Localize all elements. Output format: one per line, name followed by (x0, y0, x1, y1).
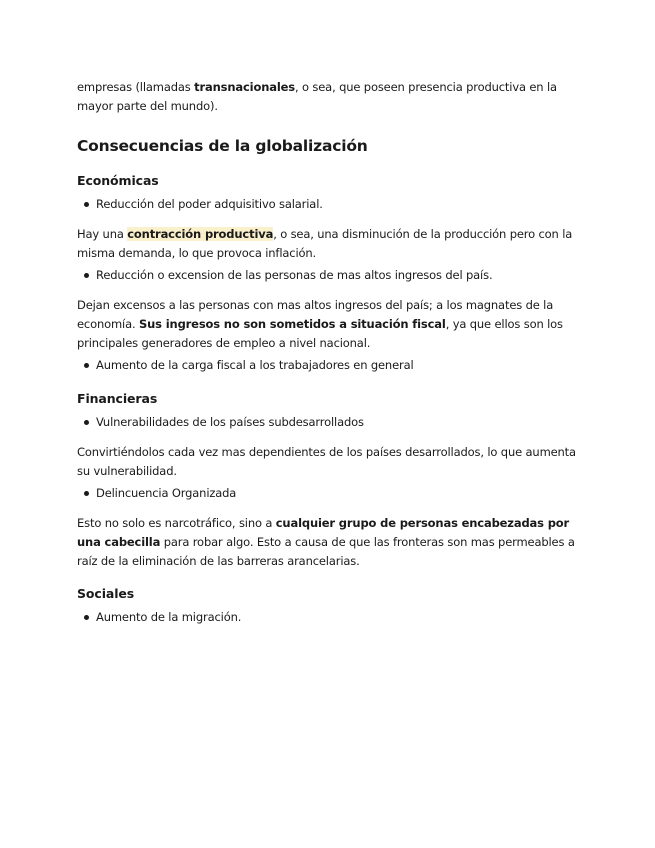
subheading-sociales: Sociales (77, 586, 135, 601)
paragraph-convirtiendolos: Convirtiéndolos cada vez mas dependientes de los países desarrollados, lo que aumenta su vulnerabilidad. (77, 445, 576, 478)
section-heading: Consecuencias de la globalización (77, 137, 368, 155)
paragraph-text: Dejan excensos a las personas con mas altos ingresos del país; a los magnates de la economía. (77, 298, 554, 331)
paragraph-narcotrafico (77, 514, 582, 571)
list-item-text: Reducción o excension de las personas de mas altos ingresos del país. (96, 268, 493, 282)
list-item-text: Vulnerabilidades de los países subdesarrollados (96, 415, 364, 429)
economicas-list-1 (77, 195, 582, 214)
list-item (77, 266, 582, 285)
paragraph-text: para robar algo. Esto a causa de que las fronteras son mas permeables a raíz de la eliminación de las barreras arancelarias. (77, 535, 575, 568)
highlighted-text: contracción productiva (127, 227, 274, 241)
bullet-icon (84, 273, 89, 278)
bullet-icon (84, 202, 89, 207)
financieras-list-1 (77, 413, 582, 432)
subheading-financieras: Financieras (77, 391, 158, 406)
list-item-text: Delincuencia Organizada (96, 486, 237, 500)
bullet-icon (84, 615, 89, 620)
subheading-economicas: Económicas (77, 173, 159, 188)
bullet-icon (84, 491, 89, 496)
paragraph-text: , o sea, una disminución de la producción pero con la misma demanda, lo que provoca inflación. (77, 227, 573, 260)
sociales-list-1 (77, 608, 582, 627)
intro-paragraph (77, 78, 582, 116)
list-item (77, 195, 582, 214)
list-item (77, 608, 582, 627)
intro-text-2: , o sea, que poseen presencia productiva en la mayor parte del mundo). (77, 80, 557, 113)
economicas-list-3 (77, 356, 582, 375)
paragraph-excensos (77, 296, 582, 353)
bold-text: cualquier grupo de personas encabezadas por una cabecilla (77, 516, 570, 549)
paragraph-text: , ya que ellos son los principales generadores de empleo a nivel nacional. (77, 317, 563, 350)
list-item-text: Reducción del poder adquisitivo salarial. (96, 197, 323, 211)
bullet-icon (84, 363, 89, 368)
financieras-list-2 (77, 484, 582, 503)
list-item-text: Aumento de la migración. (96, 610, 242, 624)
economicas-list-2 (77, 266, 582, 285)
list-item (77, 356, 582, 375)
paragraph-text: Hay una (77, 227, 128, 241)
document-page (77, 78, 582, 627)
bold-text: Sus ingresos no son sometidos a situación fiscal (139, 317, 446, 331)
bullet-icon (84, 420, 89, 425)
intro-text-1: empresas (llamadas (77, 80, 195, 94)
paragraph-contraccion (77, 225, 582, 263)
intro-bold-transnacionales: transnacionales (194, 80, 295, 94)
list-item (77, 413, 582, 432)
paragraph-text: Esto no solo es narcotráfico, sino a (77, 516, 276, 530)
list-item (77, 484, 582, 503)
list-item-text: Aumento de la carga fiscal a los trabajadores en general (96, 358, 414, 372)
